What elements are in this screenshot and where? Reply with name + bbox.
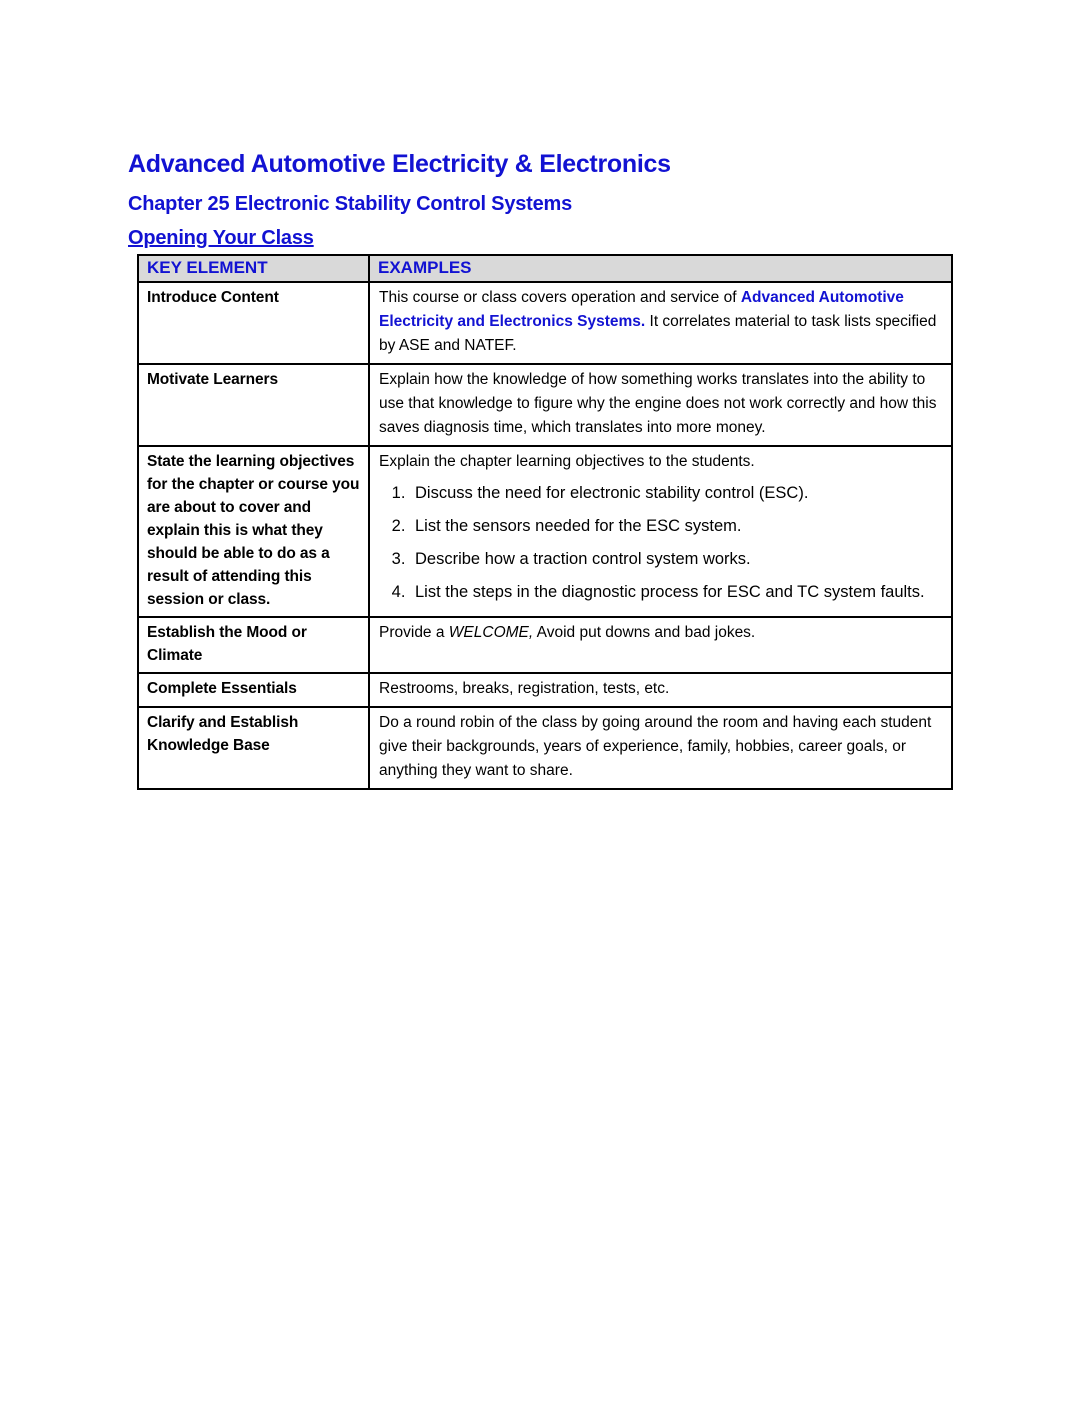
key-element-cell: Introduce Content [138, 282, 369, 364]
document-page [128, 150, 958, 790]
example-cell [369, 707, 952, 789]
example-text [379, 286, 941, 358]
example-text [379, 621, 941, 645]
table-row [138, 282, 952, 364]
column-header-key-element: KEY ELEMENT [138, 255, 369, 282]
objectives-list [379, 481, 941, 604]
example-cell [369, 446, 952, 617]
table-row [138, 707, 952, 789]
table-row [138, 617, 952, 673]
example-cell [369, 673, 952, 707]
example-text [379, 711, 941, 783]
example-text-segment: Avoid put downs and bad jokes. [533, 624, 756, 641]
key-element-cell: Clarify and Establish Knowledge Base [138, 707, 369, 789]
column-header-examples: EXAMPLES [369, 255, 952, 282]
chapter-heading: Chapter 25 Electronic Stability Control Systems [128, 193, 573, 215]
example-text [379, 677, 941, 701]
example-text [379, 368, 941, 440]
key-element-cell: Establish the Mood or Climate [138, 617, 369, 673]
example-text-segment: Explain the chapter learning objectives to the students. [379, 453, 755, 470]
objective-item: 1. Discuss the need for electronic stability control (ESC). [410, 481, 941, 505]
example-text-segment: Do a round robin of the class by going around the room and having each student give their backgrounds, years of experience, family, hobbies, career goals, or anything they want to share. [379, 714, 932, 779]
highlighted-course-name: Advanced Automotive Electricity and Electronics Systems. [379, 289, 904, 330]
example-text-segment: Provide a [379, 624, 449, 641]
example-text-segment: This course or class covers operation and service of [379, 289, 741, 306]
example-cell [369, 364, 952, 446]
document-title: Advanced Automotive Electricity & Electronics [128, 150, 671, 178]
table-body [138, 282, 952, 789]
example-text-segment: It correlates material to task lists specified by ASE and NATEF. [379, 313, 937, 354]
objective-item: 3. Describe how a traction control system works. [410, 547, 941, 571]
objective-item: 2. List the sensors needed for the ESC system. [410, 514, 941, 538]
key-element-cell: State the learning objectives for the chapter or course you are about to cover and explain this is what they should be able to do as a result of attending this session or class. [138, 446, 369, 617]
example-text [379, 450, 941, 474]
section-heading: Opening Your Class [128, 227, 314, 249]
table-row [138, 673, 952, 707]
table-header-row [138, 255, 952, 282]
italic-text: WELCOME, [448, 624, 534, 641]
example-cell [369, 282, 952, 364]
example-text-segment: Explain how the knowledge of how something works translates into the ability to use that knowledge to figure why the engine does not work correctly and how this saves diagnosis time, which translates into more money. [379, 371, 937, 436]
objective-item: 4. List the steps in the diagnostic process for ESC and TC system faults. [410, 580, 941, 604]
key-element-cell: Complete Essentials [138, 673, 369, 707]
key-element-table [137, 254, 953, 790]
table-row [138, 446, 952, 617]
example-text-segment: Restrooms, breaks, registration, tests, etc. [379, 680, 670, 697]
example-cell [369, 617, 952, 673]
key-element-cell: Motivate Learners [138, 364, 369, 446]
table-row [138, 364, 952, 446]
